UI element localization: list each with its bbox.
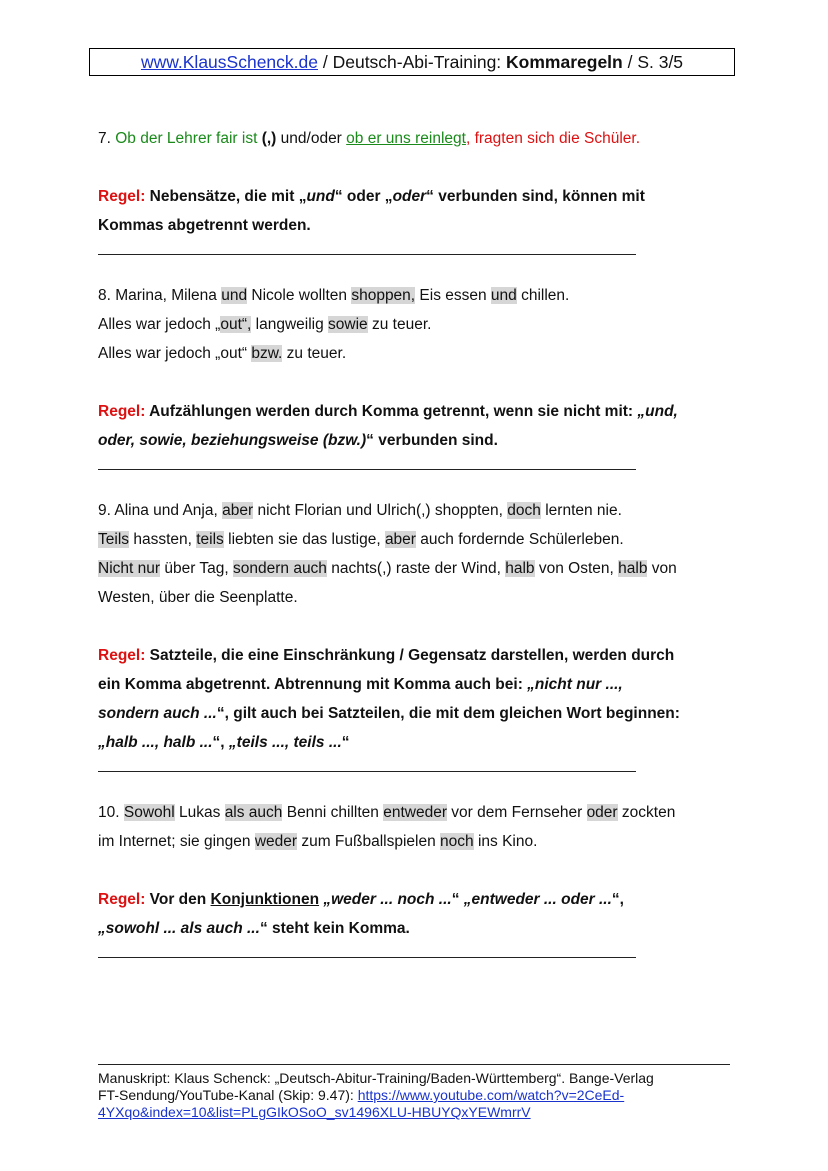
rule-3-line-3: sondern auch ...“, gilt auch bei Satzteilen, die mit dem gleichen Wort beginnen: — [98, 705, 680, 722]
rule-4-line-2: „sowohl ... als auch ...“ steht kein Komma. — [98, 920, 410, 937]
example-9-line-2: Teils hassten, teils liebten sie das lustige, aber auch fordernde Schülerleben. — [98, 531, 624, 548]
youtube-link[interactable]: https://www.youtube.com/watch?v=2CeEd- — [357, 1087, 625, 1103]
site-link[interactable]: www.KlausSchenck.de — [140, 52, 318, 72]
footer-line-3 — [98, 1104, 730, 1121]
rule-2-line-2: oder, sowie, beziehungsweise (bzw.)“ verbunden sind. — [98, 432, 498, 449]
divider — [98, 254, 636, 255]
divider — [98, 771, 636, 772]
subordinate-clause-2: ob er uns reinlegt — [346, 130, 466, 147]
example-7: 7. Ob der Lehrer fair ist (,) und/oder ob er uns reinlegt, fragten sich die Schüler. — [98, 130, 640, 147]
rule-1-line-2: Kommas abgetrennt werden. — [98, 217, 311, 234]
worksheet-content — [98, 124, 738, 984]
example-9-line-4: Westen, über die Seenplatte. — [98, 589, 298, 606]
example-8-line-3: Alles war jedoch „out“ bzw. zu teuer. — [98, 345, 347, 362]
header-topic: Kommaregeln — [506, 52, 623, 72]
example-9-line-3: Nicht nur über Tag, sondern auch nachts(,) raste der Wind, halb von Osten, halb von — [98, 560, 677, 577]
example-10-line-2: im Internet; sie gingen weder zum Fußballspielen noch ins Kino. — [98, 833, 538, 850]
example-9-line-1: 9. Alina und Anja, aber nicht Florian und Ulrich(,) shoppten, doch lernten nie. — [98, 502, 622, 519]
footer-line-2: FT-Sendung/YouTube-Kanal (Skip: 9.47): https://www.youtube.com/watch?v=2CeEd- — [98, 1087, 625, 1103]
main-clause: , fragten sich die Schüler. — [465, 130, 640, 147]
example-8-line-2: Alles war jedoch „out“, langweilig sowie zu teuer. — [98, 316, 432, 333]
example-8-line-1: 8. Marina, Milena und Nicole wollten shoppen, Eis essen und chillen. — [98, 287, 570, 304]
subordinate-clause-1: Ob der Lehrer fair ist — [115, 130, 258, 147]
header-subtitle: / Deutsch-Abi-Training: — [318, 52, 507, 72]
footer-divider — [98, 1064, 730, 1065]
rule-3-line-1: Regel: Satzteile, die eine Einschränkung / Gegensatz darstellen, werden durch — [98, 647, 675, 664]
rule-3-line-4: „halb ..., halb ...“, „teils ..., teils ...“ — [98, 734, 350, 751]
optional-comma: (,) — [261, 130, 277, 147]
footer — [98, 1064, 730, 1121]
rule-1-line-1: Regel: Nebensätze, die mit „und“ oder „oder“ verbunden sind, können mit — [98, 188, 645, 205]
header-page: / S. 3/5 — [622, 52, 684, 72]
footer-line-1: Manuskript: Klaus Schenck: „Deutsch-Abitur-Training/Baden-Württemberg“. Bange-Verlag — [98, 1070, 654, 1086]
conjunction: und/oder — [280, 130, 342, 147]
rule-3-line-2: ein Komma abgetrennt. Abtrennung mit Komma auch bei: „nicht nur ..., — [98, 676, 623, 693]
divider — [98, 957, 636, 958]
page-header — [89, 48, 735, 76]
divider — [98, 469, 636, 470]
rule-2-line-1: Regel: Aufzählungen werden durch Komma getrennt, wenn sie nicht mit: „und, — [98, 403, 678, 420]
youtube-link-cont[interactable]: 4YXqo&index=10&list=PLgGIkOSoO_sv1496XLU-HBUYQxYEWmrrV — [98, 1104, 531, 1120]
rule-4-line-1: Regel: Vor den Konjunktionen „weder ... noch ...“ „entweder ... oder ...“, — [98, 891, 624, 908]
example-10-line-1: 10. Sowohl Lukas als auch Benni chillten entweder vor dem Fernseher oder zockten — [98, 804, 676, 821]
